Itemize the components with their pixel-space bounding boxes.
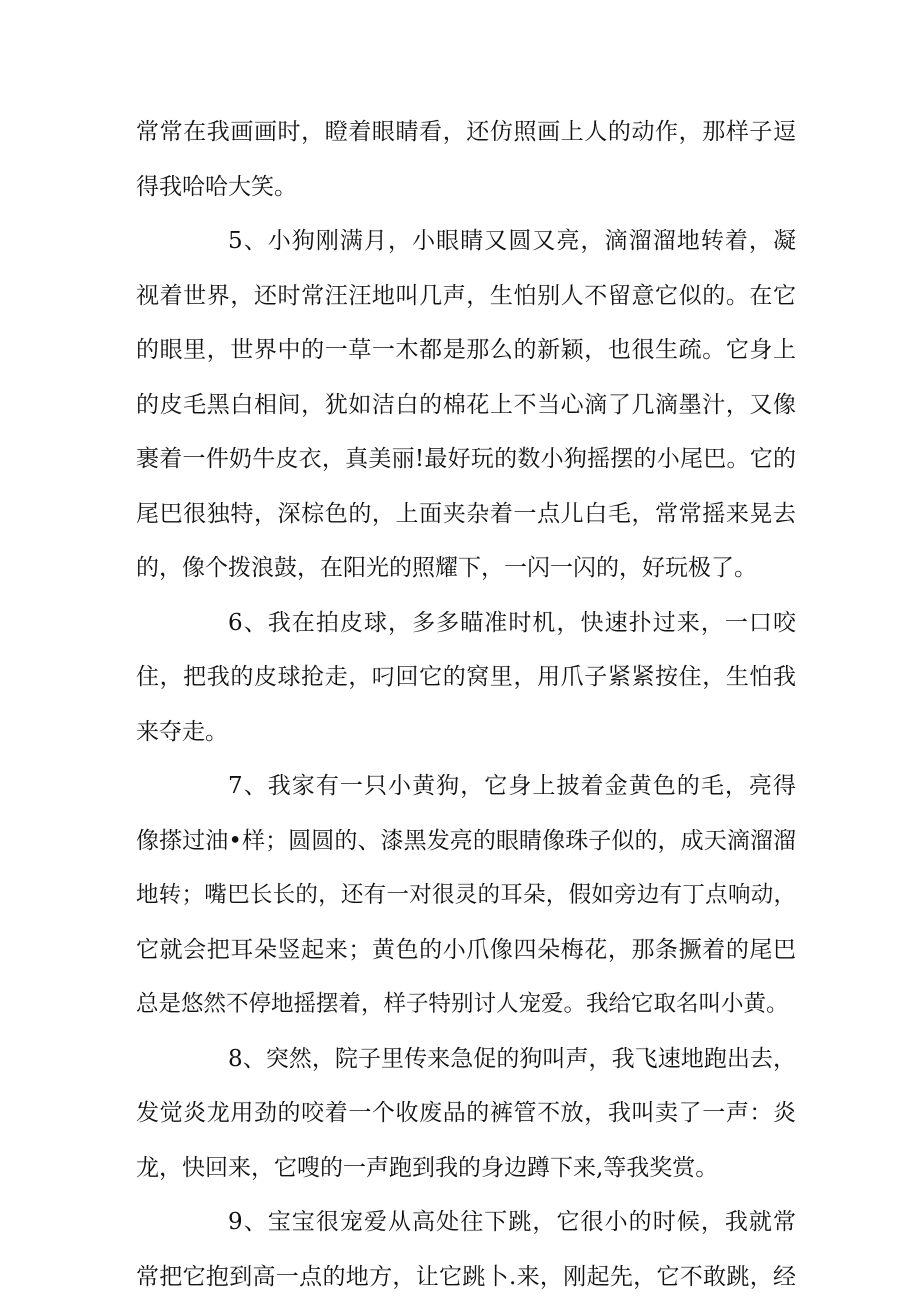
document-body [136, 105, 796, 1304]
text-line: 尾巴很独特，深棕色的，上面夹杂着一点儿白毛，常常摇来晃去 [136, 487, 796, 542]
paragraph-9 [136, 1195, 796, 1304]
text-line: 9、宝宝很宠爱从高处往下跳，它很小的时候，我就常 [136, 1195, 796, 1250]
text-line: 视着世界，还时常汪汪地叫几声，生怕别人不留意它似的。在它 [136, 269, 796, 324]
text-line: 常把它抱到高一点的地方，让它跳卜.来，刚起先，它不敢跳，经 [136, 1250, 796, 1304]
text-line: 8、突然，院子里传来急促的狗叫声，我飞速地跑出去， [136, 1032, 796, 1087]
text-line: 得我哈哈大笑。 [136, 160, 796, 215]
text-line: 裹着一件奶牛皮衣，真美丽!最好玩的数小狗摇摆的小尾巴。它的 [136, 432, 796, 487]
paragraph-7 [136, 759, 796, 1032]
paragraph-8 [136, 1032, 796, 1196]
paragraph-6 [136, 596, 796, 760]
text-line: 5、小狗刚满月，小眼睛又圆又亮，滴溜溜地转着，凝 [136, 214, 796, 269]
text-line: 地转；嘴巴长长的，还有一对很灵的耳朵，假如旁边有丁点响动， [136, 868, 796, 923]
text-line: 发觉炎龙用劲的咬着一个收废品的裤管不放，我叫卖了一声：炎 [136, 1086, 796, 1141]
text-line: 7、我家有一只小黄狗，它身上披着金黄色的毛，亮得 [136, 759, 796, 814]
paragraph-5 [136, 214, 796, 596]
text-line: 龙，快回来，它嗖的一声跑到我的身边蹲下来,等我奖赏。 [136, 1141, 796, 1196]
text-line: 6、我在拍皮球，多多瞄准时机，快速扑过来，一口咬 [136, 596, 796, 651]
text-line: 来夺走。 [136, 705, 796, 760]
text-line: 住，把我的皮球抢走，叼回它的窝里，用爪子紧紧按住，生怕我 [136, 650, 796, 705]
text-line: 它就会把耳朵竖起来；黄色的小爪像四朵梅花，那条撅着的尾巴 [136, 923, 796, 978]
text-line: 常常在我画画时，瞪着眼睛看，还仿照画上人的动作，那样子逗 [136, 105, 796, 160]
text-line: 的眼里，世界中的一草一木都是那么的新颖，也很生疏。它身上 [136, 323, 796, 378]
text-line: 的皮毛黑白相间，犹如洁白的棉花上不当心滴了几滴墨汁，又像 [136, 378, 796, 433]
paragraph-continued [136, 105, 796, 214]
text-line: 的，像个拨浪鼓，在阳光的照耀下，一闪一闪的，好玩极了。 [136, 541, 796, 596]
text-line: 像搽过油•样；圆圆的、漆黑发亮的眼睛像珠子似的，成天滴溜溜 [136, 814, 796, 869]
text-line: 总是悠然不停地摇摆着，样子特别讨人宠爱。我给它取名叫小黄。 [136, 977, 796, 1032]
